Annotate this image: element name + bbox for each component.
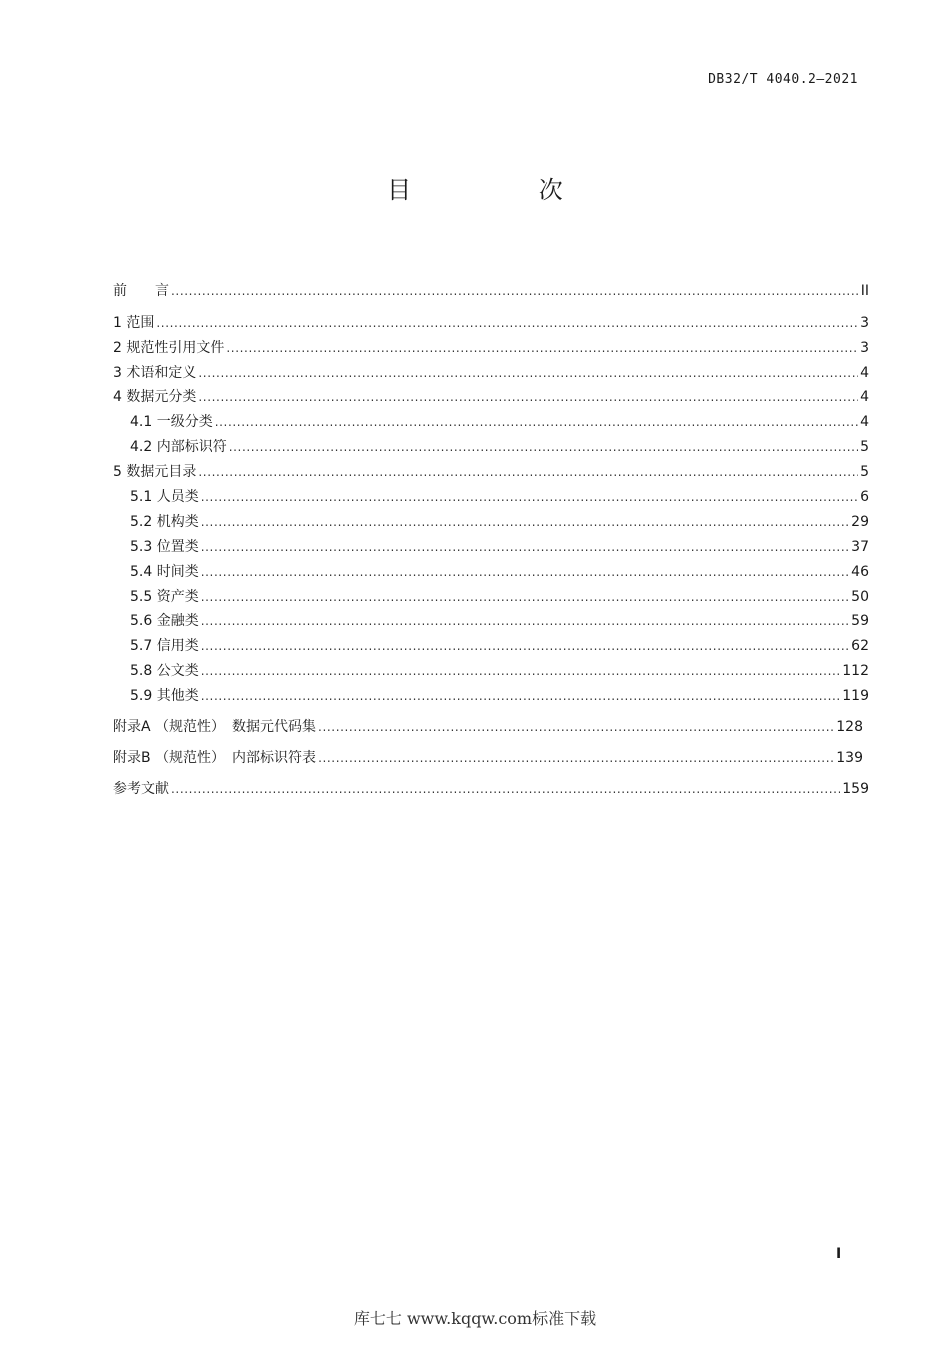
toc-page: 4 — [860, 414, 869, 430]
toc-entry-4-1[interactable] — [130, 411, 869, 433]
toc-page: 62 — [851, 638, 869, 654]
toc-label: （规范性） 内部标识符表 — [155, 750, 317, 766]
toc-leader — [201, 610, 849, 632]
toc-leader — [201, 660, 841, 682]
toc-label: 数据元目录 — [126, 464, 197, 480]
toc-leader — [198, 386, 858, 408]
toc-leader — [318, 716, 834, 738]
toc-page: 4 — [860, 365, 869, 381]
toc-entry-5-8[interactable] — [130, 660, 869, 682]
toc-entry-1[interactable] — [113, 312, 869, 334]
toc-number: 5.5 — [130, 589, 153, 605]
toc-number: 5.4 — [130, 564, 153, 580]
toc-entry-5-9[interactable] — [130, 685, 869, 707]
toc-leader — [156, 312, 858, 334]
toc-entry-appendix-a[interactable] — [113, 716, 863, 738]
toc-page: 5 — [860, 439, 869, 455]
toc-label: 位置类 — [156, 539, 199, 555]
watermark-text: 库七七 www.kqqw.com标准下载 — [353, 1309, 597, 1328]
toc-page: 46 — [851, 564, 869, 580]
toc-label: 其他类 — [156, 688, 199, 704]
page-title: 目 次 — [387, 176, 623, 204]
toc-label: 机构类 — [156, 514, 199, 530]
toc-page: 59 — [851, 613, 869, 629]
toc-leader — [226, 337, 858, 359]
toc-label: 一级分类 — [156, 414, 213, 430]
toc-label: 人员类 — [156, 489, 199, 505]
toc-page: 37 — [851, 539, 869, 555]
toc-entry-references[interactable] — [113, 778, 869, 800]
toc-leader — [201, 511, 849, 533]
toc-label: 金融类 — [156, 613, 199, 629]
toc-entry-5-7[interactable] — [130, 635, 869, 657]
toc-page: 128 — [836, 719, 863, 735]
toc-number: 5.6 — [130, 613, 153, 629]
toc-page: 3 — [860, 340, 869, 356]
document-code: DB32/T 4040.2—2021 — [708, 72, 858, 87]
toc-number: 5.2 — [130, 514, 153, 530]
toc-entry-5-5[interactable] — [130, 586, 869, 608]
toc-label: 时间类 — [156, 564, 199, 580]
toc-number: 附录B — [113, 750, 151, 766]
toc-page: 159 — [842, 781, 869, 797]
toc-number: 5.3 — [130, 539, 153, 555]
toc-number: 5.1 — [130, 489, 153, 505]
toc-leader — [171, 280, 859, 302]
toc-entry-5-4[interactable] — [130, 561, 869, 583]
toc-entry-5-2[interactable] — [130, 511, 869, 533]
toc-leader — [201, 586, 849, 608]
toc-label: 信用类 — [156, 638, 199, 654]
toc-page: 6 — [860, 489, 869, 505]
toc-number: 5.9 — [130, 688, 153, 704]
toc-leader — [201, 561, 849, 583]
toc-leader — [198, 362, 858, 384]
toc-label: 范围 — [126, 315, 155, 331]
toc-page: 139 — [836, 750, 863, 766]
toc-entry-3[interactable] — [113, 362, 869, 384]
toc-entry-5-3[interactable] — [130, 536, 869, 558]
toc-number: 5 — [113, 464, 122, 480]
toc-leader — [215, 411, 858, 433]
toc-entry-5-1[interactable] — [130, 486, 869, 508]
toc-page: 50 — [851, 589, 869, 605]
toc-leader — [201, 486, 858, 508]
toc-page: 3 — [860, 315, 869, 331]
toc-number: 4.2 — [130, 439, 153, 455]
toc-label: 内部标识符 — [156, 439, 227, 455]
toc-number: 5.7 — [130, 638, 153, 654]
toc-page: 112 — [842, 663, 869, 679]
toc-label: 前 言 — [113, 283, 169, 299]
toc-number: 4 — [113, 389, 122, 405]
toc-label: 数据元分类 — [126, 389, 197, 405]
toc-number: 5.8 — [130, 663, 153, 679]
toc-entry-foreword[interactable] — [113, 280, 869, 302]
toc-leader — [171, 778, 840, 800]
toc-number: 2 — [113, 340, 122, 356]
toc-page: 4 — [860, 389, 869, 405]
toc-page: 119 — [842, 688, 869, 704]
toc-label: 术语和定义 — [126, 365, 197, 381]
toc-page: 5 — [860, 464, 869, 480]
toc-entry-4[interactable] — [113, 386, 869, 408]
toc-number: 1 — [113, 315, 122, 331]
toc-label: （规范性） 数据元代码集 — [155, 719, 317, 735]
toc-leader — [229, 436, 858, 458]
toc-entry-5[interactable] — [113, 461, 869, 483]
toc-entry-5-6[interactable] — [130, 610, 869, 632]
toc-page: 29 — [851, 514, 869, 530]
toc-number: 3 — [113, 365, 122, 381]
toc-label: 公文类 — [156, 663, 199, 679]
toc-entry-appendix-b[interactable] — [113, 747, 863, 769]
page-number: I — [836, 1246, 842, 1262]
toc-leader — [198, 461, 858, 483]
toc-entry-4-2[interactable] — [130, 436, 869, 458]
toc-number: 4.1 — [130, 414, 153, 430]
toc-page: II — [860, 283, 869, 299]
toc-entry-2[interactable] — [113, 337, 869, 359]
toc-label: 资产类 — [156, 589, 199, 605]
toc-leader — [201, 536, 849, 558]
toc-label: 规范性引用文件 — [126, 340, 225, 356]
toc-leader — [318, 747, 834, 769]
toc-label: 参考文献 — [113, 781, 169, 797]
toc-leader — [201, 635, 849, 657]
toc-leader — [201, 685, 841, 707]
toc-number: 附录A — [113, 719, 151, 735]
